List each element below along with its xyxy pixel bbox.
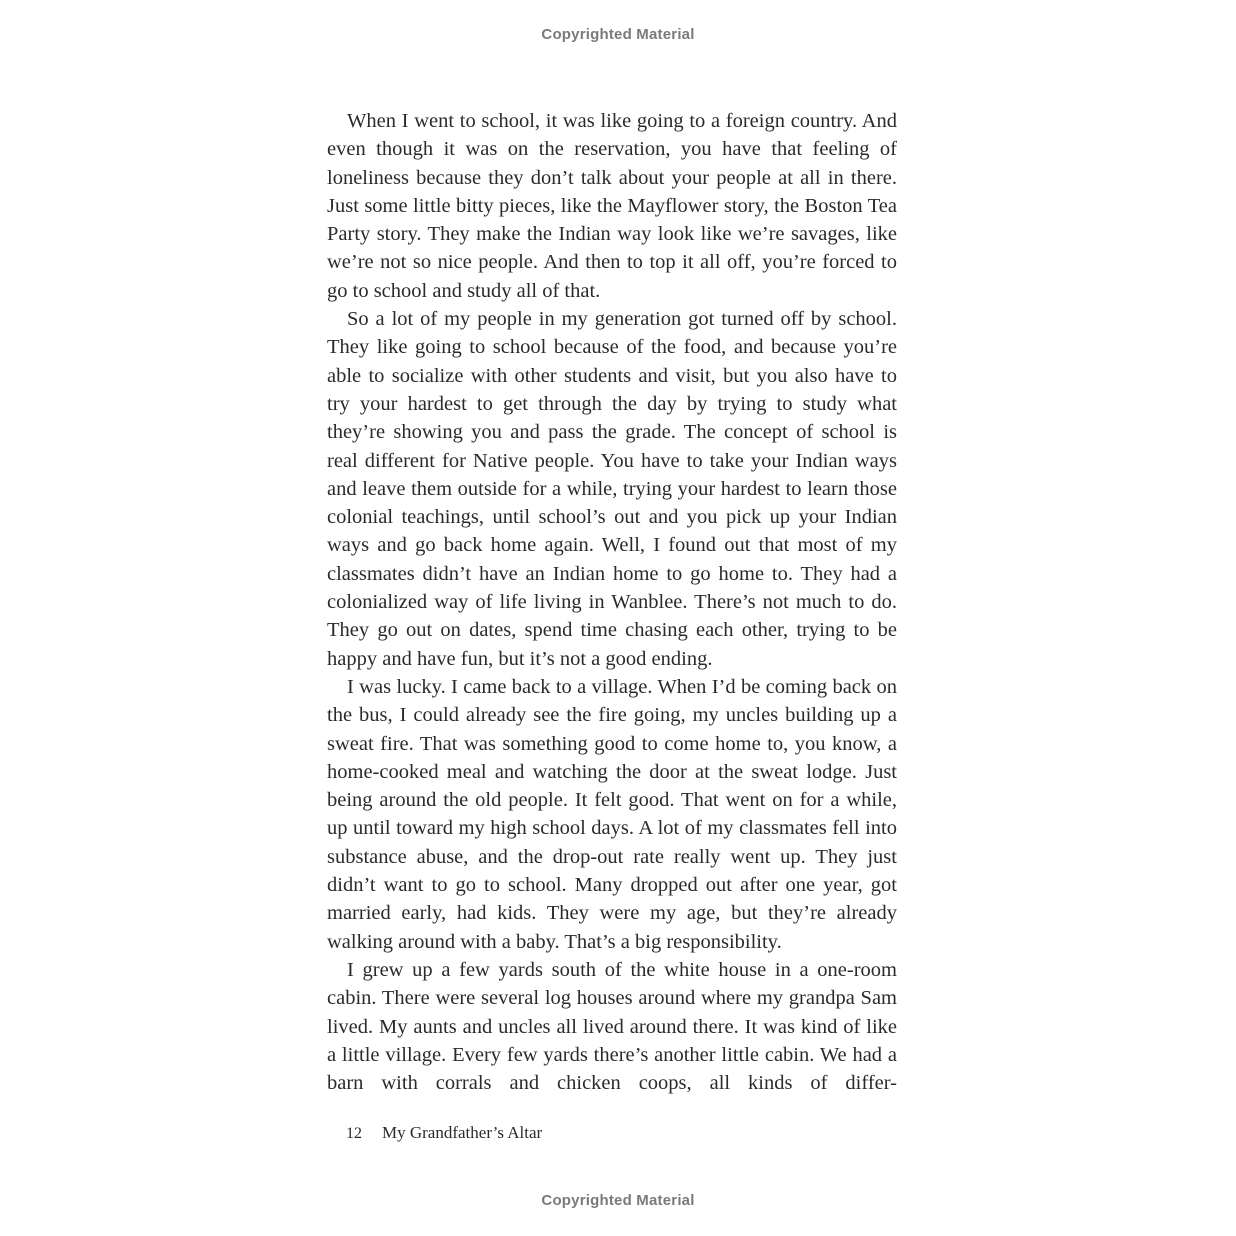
body-text (327, 107, 897, 1097)
running-title: My Grandfather’s Altar (382, 1123, 543, 1142)
page-footer (346, 1123, 542, 1143)
paragraph-4: I grew up a few yards south of the white house in a one-room cabin. There were several log houses around where my grandpa Sam lived. My aunts and uncles all lived around there. It was kind of like a little village. Every few yards there’s another little cabin. We had a barn with corrals and chicken coops, all kinds of differ- (327, 958, 897, 1095)
copyright-watermark-top: Copyrighted Material (541, 26, 695, 43)
paragraph-1: When I went to school, it was like going to a foreign country. And even though it was on the reservation, you have that feeling of loneliness because they don’t talk about your people at all in there. Just some little bitty pieces, like the Mayflower story, the Boston Tea Party story. They make the Indian way look like we’re savages, like we’re not so nice people. And then to top it all off, you’re forced to go to school and study all of that. (327, 110, 897, 302)
copyright-watermark-bottom: Copyrighted Material (541, 1192, 695, 1209)
paragraph-2: So a lot of my people in my generation got turned off by school. They like going to school because of the food, and because you’re able to socialize with other students and visit, but you also have to try your hardest to get through the day by trying to study what they’re showing you and pass the grade. The concept of school is real different for Native people. You have to take your Indian ways and leave them outside for a while, trying your hardest to learn those colonial teachings, until school’s out and you pick up your Indian ways and go back home again. Well, I found out that most of my classmates didn’t have an Indian home to go home to. They had a colonialized way of life living in Wanblee. There’s not much to do. They go out on dates, spend time chasing each other, trying to be happy and have fun, but it’s not a good ending. (327, 308, 897, 670)
page-number: 12 (346, 1125, 362, 1142)
paragraph-3: I was lucky. I came back to a village. When I’d be coming back on the bus, I could already see the fire going, my uncles building up a sweat fire. That was something good to come home to, you know, a home-cooked meal and watching the door at the sweat lodge. Just being around the old people. It felt good. That went on for a while, up until toward my high school days. A lot of my classmates fell into substance abuse, and the drop-out rate really went up. They just didn’t want to go to school. Many dropped out after one year, got married early, had kids. They were my age, but they’re already walking around with a baby. That’s a big responsibility. (327, 675, 897, 953)
